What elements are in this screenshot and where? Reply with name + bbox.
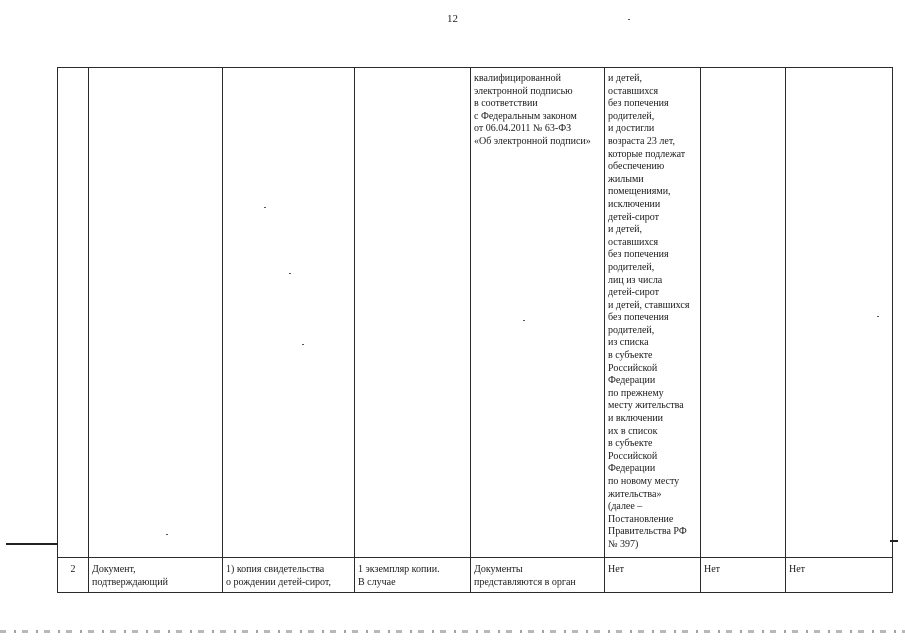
column-divider — [785, 68, 786, 592]
scan-artifact — [6, 543, 58, 545]
cell-document-name: Документ, подтверждающий — [92, 564, 168, 588]
column-divider — [604, 68, 605, 592]
cell-copies: 1 экземпляр копии. В случае — [358, 564, 440, 588]
column-divider — [222, 68, 223, 592]
cell-submission: Документы представляются в орган — [474, 564, 576, 588]
cell-document-list: 1) копия свидетельства о рождении детей-сирот, — [226, 564, 332, 588]
column-divider — [88, 68, 89, 592]
column-divider — [354, 68, 355, 592]
scan-artifact — [0, 630, 905, 633]
scan-speck — [302, 344, 304, 345]
cell-answer-3: Нет — [789, 564, 806, 575]
scan-speck — [628, 19, 630, 20]
column-divider — [700, 68, 701, 592]
cell-decree-text: и детей, оставшихся без попечения родителей, и достигли возраста 23 лет, которые подлежат обеспечению жилыми помещениями, исключении детей-сирот и детей, оставшихся без попечения родителей, лиц из числа детей-сирот и детей, ставшихся без попечения родителей, из списка в субъекте Российской Федерации по прежнему месту жительства и включении их в список в субъекте Российской Федерации по новому месту жительства» (далее – Постановление Правительства РФ № 397) — [608, 73, 690, 550]
row-number: 2 — [70, 564, 76, 575]
scan-speck — [264, 207, 266, 208]
column-divider — [470, 68, 471, 592]
scan-speck — [523, 320, 525, 321]
document-table — [57, 67, 893, 593]
row-divider — [58, 557, 892, 558]
scan-artifact — [890, 540, 898, 542]
page-number: 12 — [447, 13, 458, 25]
cell-answer-1: Нет — [608, 564, 625, 575]
scan-speck — [289, 273, 291, 274]
cell-signature-text: квалифицированной электронной подписью в соответствии с Федеральным законом от 06.04.2011 № 63-ФЗ «Об электронной подписи» — [474, 73, 591, 147]
cell-answer-2: Нет — [704, 564, 721, 575]
scan-speck — [166, 534, 168, 535]
scan-speck — [877, 316, 879, 317]
